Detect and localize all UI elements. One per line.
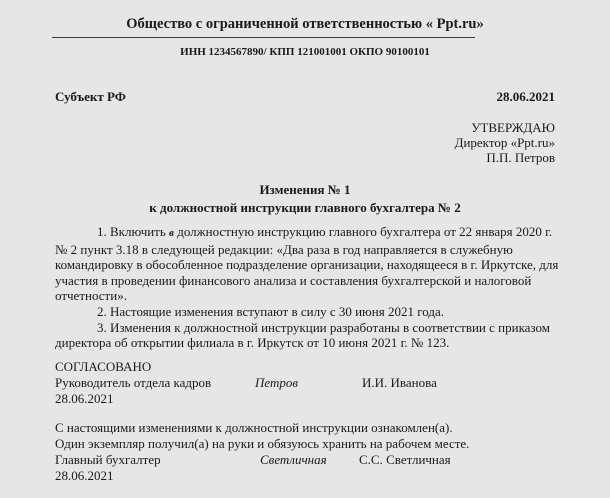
ack-line-2: Один экземпляр получил(а) на руки и обязуюсь хранить на рабочем месте. — [55, 436, 470, 451]
agreed-block — [55, 359, 437, 407]
agreed-position: Руководитель отдела кадров — [55, 375, 212, 390]
organization-requisites: ИНН 1234567890/ КПП 121001001 ОКПО 90100101 — [180, 46, 430, 58]
title-line-1: Изменения № 1 — [259, 182, 351, 197]
item-3: 3. Изменения к должностной инструкции разработаны в соответствии с приказом директора об открытии филиала в г. Иркутск от 10 июня 2021 г. № 123. — [55, 319, 550, 351]
agreed-label: СОГЛАСОВАНО — [55, 359, 152, 374]
item-1-rest: должностную инструкцию главного бухгалтера от 22 января 2020 г. № 2 пункт 3.18 в следующей редакции: «Два раза в год направляется в служебную командировку в обособленное подразделение организации, находящееся в г. Иркутске, для участия в проведении финансового анализа и составления бухгалтерской и налоговой отчетности». — [55, 224, 559, 304]
agreed-signature: Петров — [255, 375, 299, 390]
document-title — [0, 181, 610, 217]
header-divider — [52, 37, 475, 38]
agreed-name: И.И. Иванова — [362, 375, 437, 390]
agreed-date: 28.06.2021 — [55, 391, 114, 406]
ack-line-1: С настоящими изменениями к должностной инструкции ознакомлен(а). — [55, 420, 453, 435]
item-1-preposition: в — [169, 227, 174, 239]
approval-position: Директор «Ppt.ru» — [454, 135, 555, 150]
document-date: 28.06.2021 — [496, 89, 555, 104]
document-body — [55, 224, 565, 351]
item-1 — [55, 224, 565, 304]
approval-block — [455, 120, 555, 165]
approval-name: П.П. Петров — [486, 150, 555, 165]
ack-position: Главный бухгалтер — [55, 452, 161, 467]
ack-name: С.С. Светличная — [359, 452, 451, 467]
approval-label: УТВЕРЖДАЮ — [471, 120, 555, 135]
acknowledgement-block — [55, 420, 469, 484]
title-line-2: к должностной инструкции главного бухгалтера № 2 — [149, 200, 461, 215]
organization-name: Общество с ограниченной ответственностью « Ppt.ru» — [126, 16, 484, 32]
ack-signature: Светличная — [260, 452, 327, 467]
item-1-start: 1. Включить — [97, 224, 170, 239]
ack-date: 28.06.2021 — [55, 468, 114, 483]
item-2: 2. Настоящие изменения вступают в силу с 30 июня 2021 года. — [97, 303, 444, 319]
subject-label: Субъект РФ — [55, 89, 126, 104]
